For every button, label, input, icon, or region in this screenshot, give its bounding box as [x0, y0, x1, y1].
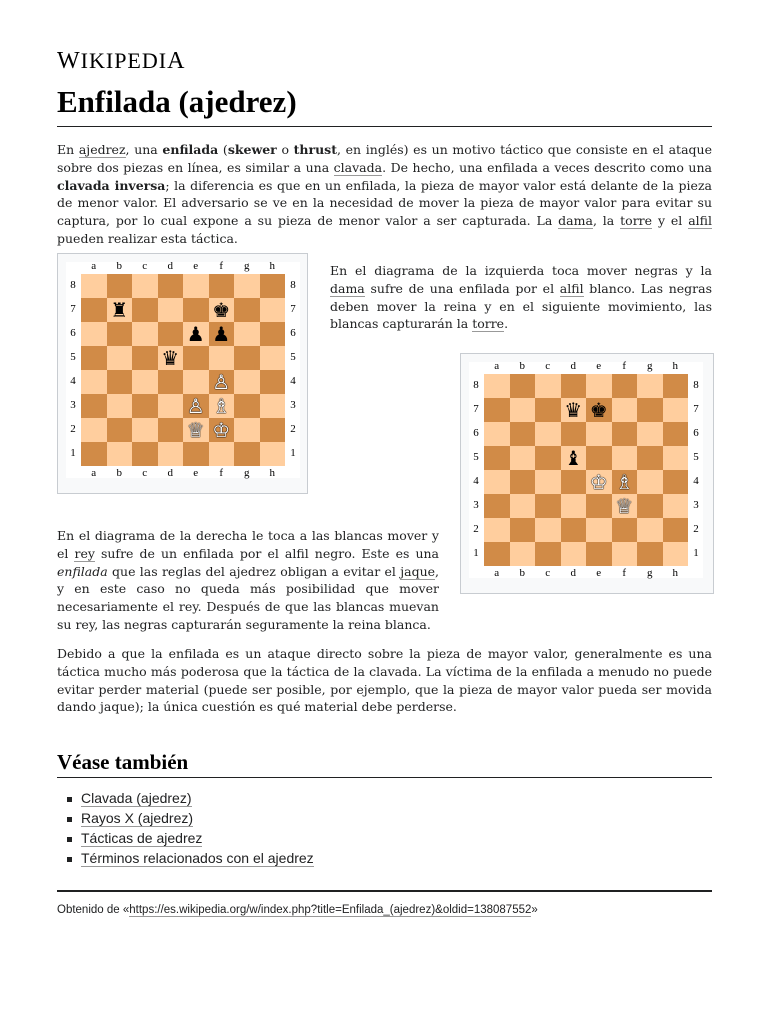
board-square	[183, 346, 209, 370]
black-king-icon: ♚	[589, 398, 608, 422]
board-square	[81, 370, 107, 394]
board-square	[637, 398, 663, 422]
board-square	[158, 442, 184, 466]
file-label: e	[596, 567, 602, 579]
text-run: que las reglas del ajedrez obligan a evitar el	[107, 563, 401, 579]
rank-label: 6	[290, 327, 296, 339]
file-label: d	[570, 567, 576, 579]
source-url-link[interactable]: https://es.wikipedia.org/w/index.php?title=Enfilada_(ajedrez)&oldid=138087552	[129, 904, 532, 916]
rank-label: 2	[693, 523, 699, 535]
board-square	[183, 418, 209, 442]
text-run: .	[504, 316, 509, 332]
white-bishop-icon: ♗	[615, 470, 634, 494]
rank-label: 2	[70, 423, 76, 435]
file-label: g	[647, 567, 653, 579]
file-label: c	[142, 260, 148, 272]
board-square	[183, 394, 209, 418]
board-square	[561, 542, 587, 566]
board-square	[612, 494, 638, 518]
rank-label: 6	[70, 327, 76, 339]
board-square	[663, 446, 689, 470]
board-square	[663, 422, 689, 446]
board-square	[510, 542, 536, 566]
file-label: a	[91, 260, 97, 272]
board-square	[209, 394, 235, 418]
text-run: skewer	[227, 142, 277, 157]
board-square	[561, 398, 587, 422]
board-square	[260, 274, 286, 298]
board-square	[81, 298, 107, 322]
source-footer	[57, 904, 538, 916]
see-also-link[interactable]: Clavada (ajedrez)	[81, 790, 192, 806]
board-square	[209, 298, 235, 322]
board-square	[510, 374, 536, 398]
white-king-icon: ♔	[589, 470, 608, 494]
left-chess-diagram	[57, 253, 308, 494]
board-square	[535, 446, 561, 470]
board-square	[158, 322, 184, 346]
board-square	[132, 394, 158, 418]
logo-last-letter: A	[167, 48, 186, 74]
board-square	[260, 346, 286, 370]
board-square	[586, 542, 612, 566]
board-square	[107, 418, 133, 442]
board-square	[663, 494, 689, 518]
board-square	[81, 346, 107, 370]
board-square	[637, 374, 663, 398]
board-square	[484, 446, 510, 470]
rank-label: 1	[473, 547, 479, 559]
inline-link[interactable]: torre	[620, 213, 653, 229]
board-square	[663, 470, 689, 494]
white-pawn-icon: ♙	[186, 394, 205, 418]
board-square	[209, 322, 235, 346]
board-square	[663, 374, 689, 398]
text-run: , en inglés) es un motivo táctico que consiste en el ataque sobre dos piezas en línea, es similar a una	[57, 142, 712, 175]
board-square	[107, 298, 133, 322]
white-bishop-icon: ♗	[212, 394, 231, 418]
title-divider	[57, 126, 712, 127]
inline-link[interactable]: clavada	[333, 159, 383, 175]
board-square	[234, 370, 260, 394]
rank-label: 6	[693, 427, 699, 439]
board-square	[132, 346, 158, 370]
board-square	[637, 494, 663, 518]
board-square	[132, 298, 158, 322]
board-square	[535, 470, 561, 494]
file-label: c	[142, 467, 148, 479]
list-item[interactable]	[57, 848, 314, 868]
board-square	[107, 394, 133, 418]
board-square	[510, 470, 536, 494]
footer-suffix: »	[531, 904, 538, 916]
rank-label: 3	[290, 399, 296, 411]
black-rook-icon: ♜	[110, 298, 129, 322]
file-label: h	[672, 360, 678, 372]
board-square	[183, 322, 209, 346]
white-queen-icon: ♕	[186, 418, 205, 442]
board-square	[612, 446, 638, 470]
rank-label: 5	[290, 351, 296, 363]
see-also-link[interactable]: Términos relacionados con el ajedrez	[81, 850, 314, 866]
rank-label: 7	[473, 403, 479, 415]
inline-link[interactable]: rey	[74, 545, 95, 561]
file-label: b	[116, 260, 122, 272]
board-square	[132, 322, 158, 346]
board-frame	[66, 262, 300, 478]
footer-prefix: Obtenido de «	[57, 904, 130, 916]
white-king-icon: ♔	[212, 418, 231, 442]
file-label: h	[269, 260, 275, 272]
board-square	[586, 398, 612, 422]
board-square	[637, 470, 663, 494]
board-square	[484, 518, 510, 542]
black-pawn-icon: ♟	[212, 322, 231, 346]
file-label: d	[167, 260, 173, 272]
board-square	[132, 442, 158, 466]
list-item[interactable]	[57, 828, 314, 848]
intro-paragraph	[57, 141, 712, 248]
board-square	[81, 442, 107, 466]
list-item[interactable]	[57, 808, 314, 828]
board-square	[158, 346, 184, 370]
inline-link[interactable]: jaque	[400, 563, 436, 579]
rank-label: 1	[693, 547, 699, 559]
board-square	[107, 442, 133, 466]
text-run: sufre de un enfilada por el alfil negro. Este es una	[94, 545, 439, 561]
rank-label: 8	[290, 279, 296, 291]
board-square	[158, 418, 184, 442]
board-square	[484, 470, 510, 494]
board-square	[183, 274, 209, 298]
board-square	[535, 542, 561, 566]
see-also-divider	[57, 777, 712, 778]
board-square	[209, 370, 235, 394]
see-also-link[interactable]: Tácticas de ajedrez	[81, 830, 203, 846]
file-label: b	[519, 567, 525, 579]
text-run: ; la diferencia es que en un enfilada, la pieza de mayor valor está delante de la pieza de menor valor. El adversario se ve en la necesidad de mover la pieza de mayor valor para evitar su captura, por lo cual expone a su pieza de menor valor a ser capturada. La	[57, 177, 712, 229]
black-pawn-icon: ♟	[186, 322, 205, 346]
file-label: h	[269, 467, 275, 479]
board-square	[234, 394, 260, 418]
board-square	[132, 274, 158, 298]
inline-link[interactable]: alfil	[559, 280, 584, 296]
text-run: , la	[592, 213, 621, 229]
rank-label: 5	[693, 451, 699, 463]
board-square	[535, 494, 561, 518]
board-square	[612, 422, 638, 446]
text-run: pueden realizar esta táctica.	[57, 230, 238, 246]
board-square	[637, 422, 663, 446]
board-square	[612, 470, 638, 494]
board-square	[132, 370, 158, 394]
board-square	[637, 446, 663, 470]
rank-label: 7	[290, 303, 296, 315]
file-label: g	[244, 467, 250, 479]
board-square	[535, 518, 561, 542]
text-run: enfilada	[162, 142, 219, 157]
rank-label: 3	[70, 399, 76, 411]
board-square	[234, 298, 260, 322]
text-run: En el diagrama de la derecha le toca a las blancas mover y el	[57, 528, 439, 561]
text-run: thrust	[293, 142, 337, 157]
board-square	[183, 298, 209, 322]
board-frame	[469, 362, 703, 578]
file-label: b	[116, 467, 122, 479]
black-bishop-icon: ♝	[564, 446, 583, 470]
rank-label: 7	[693, 403, 699, 415]
board-square	[561, 446, 587, 470]
board-square	[663, 518, 689, 542]
board-square	[81, 394, 107, 418]
file-label: a	[494, 360, 500, 372]
board-square	[260, 442, 286, 466]
rank-label: 4	[693, 475, 699, 487]
board-square	[663, 398, 689, 422]
board-square	[612, 398, 638, 422]
board-square	[510, 518, 536, 542]
file-label: d	[570, 360, 576, 372]
left-diagram-paragraph	[330, 262, 712, 333]
board-square	[484, 422, 510, 446]
text-run: . De hecho, una enfilada a veces descrito como una	[382, 159, 712, 175]
board-square	[132, 418, 158, 442]
board-square	[209, 274, 235, 298]
board-square	[158, 394, 184, 418]
file-label: f	[219, 467, 224, 479]
logo-middle: IKIPEDI	[80, 48, 168, 73]
logo-first-letter: W	[57, 48, 81, 74]
board-square	[561, 518, 587, 542]
conclusion-paragraph: Debido a que la enfilada es un ataque directo sobre la pieza de mayor valor, generalmente es una táctica mucho más poderosa que la táctica de la clavada. La víctima de la enfilada a menudo no puede evitar perder material (puede ser posible, por ejemplo, que la pieza de mayor valor pueda ser movida dando jaque); la única cuestión es qué material debe perderse.	[57, 646, 712, 715]
list-item[interactable]	[57, 788, 314, 808]
rank-label: 5	[70, 351, 76, 363]
board-square	[209, 418, 235, 442]
board-square	[637, 542, 663, 566]
file-label: e	[596, 360, 602, 372]
rank-label: 3	[693, 499, 699, 511]
file-label: e	[193, 260, 199, 272]
board-square	[158, 274, 184, 298]
board-square	[209, 346, 235, 370]
right-diagram-paragraph	[57, 527, 439, 634]
text-run: En el diagrama de la izquierda toca mover negras y la	[330, 263, 712, 278]
rank-label: 2	[290, 423, 296, 435]
board-square	[107, 322, 133, 346]
right-chess-diagram	[460, 353, 714, 594]
board-square	[586, 446, 612, 470]
text-run: clavada inversa	[57, 177, 166, 193]
rank-label: 6	[473, 427, 479, 439]
file-label: a	[91, 467, 97, 479]
see-also-list	[57, 788, 314, 868]
board-square	[234, 418, 260, 442]
board-square	[561, 470, 587, 494]
rank-label: 5	[473, 451, 479, 463]
rank-label: 3	[473, 499, 479, 511]
board-square	[586, 374, 612, 398]
rank-label: 1	[290, 447, 296, 459]
board-square	[484, 542, 510, 566]
see-also-heading: Véase también	[57, 750, 189, 774]
board-square	[234, 442, 260, 466]
page-title: Enfilada (ajedrez)	[57, 84, 297, 119]
file-label: f	[622, 567, 627, 579]
file-label: f	[622, 360, 627, 372]
white-pawn-icon: ♙	[212, 370, 231, 394]
text-run: blanco. Las negras deben mover la reina y en el siguiente movimiento, las blancas capturarán la	[330, 280, 712, 332]
rank-label: 8	[693, 379, 699, 391]
board-square	[158, 298, 184, 322]
file-label: g	[244, 260, 250, 272]
board-square	[535, 398, 561, 422]
board-square	[209, 442, 235, 466]
inline-link[interactable]: torre	[472, 316, 505, 332]
inline-link[interactable]: alfil	[688, 213, 712, 229]
rank-label: 1	[70, 447, 76, 459]
rank-label: 4	[473, 475, 479, 487]
rank-label: 8	[70, 279, 76, 291]
file-label: b	[519, 360, 525, 372]
board-square	[510, 494, 536, 518]
rank-label: 4	[290, 375, 296, 387]
board-square	[81, 274, 107, 298]
board-square	[510, 422, 536, 446]
board-square	[484, 374, 510, 398]
board-square	[535, 422, 561, 446]
board-square	[637, 518, 663, 542]
board-square	[561, 494, 587, 518]
board-square	[107, 274, 133, 298]
see-also-link[interactable]: Rayos X (ajedrez)	[81, 810, 194, 826]
black-queen-icon: ♛	[564, 398, 583, 422]
board-square	[234, 274, 260, 298]
text-run: enfilada	[57, 563, 108, 579]
board-square	[612, 542, 638, 566]
board-square	[183, 442, 209, 466]
white-queen-icon: ♕	[615, 494, 634, 518]
board-square	[484, 494, 510, 518]
board-square	[663, 542, 689, 566]
board-square	[107, 346, 133, 370]
text-run: En	[57, 142, 79, 157]
board-square	[260, 298, 286, 322]
board-square	[510, 398, 536, 422]
file-label: h	[672, 567, 678, 579]
footer-divider	[57, 890, 712, 892]
board-square	[535, 374, 561, 398]
inline-link[interactable]: dama	[558, 213, 593, 229]
board-square	[561, 422, 587, 446]
file-label: c	[545, 567, 551, 579]
wikipedia-logo[interactable]	[57, 48, 185, 75]
file-label: a	[494, 567, 500, 579]
text-run: sufre de una enfilada por el	[364, 280, 560, 296]
board-square	[81, 418, 107, 442]
board-square	[260, 418, 286, 442]
file-label: c	[545, 360, 551, 372]
board-square	[260, 322, 286, 346]
file-label: e	[193, 467, 199, 479]
board-square	[586, 518, 612, 542]
text-run: , una	[125, 142, 163, 157]
rank-label: 4	[70, 375, 76, 387]
board-square	[107, 370, 133, 394]
rank-label: 2	[473, 523, 479, 535]
inline-link[interactable]: ajedrez	[78, 142, 126, 157]
rank-label: 7	[70, 303, 76, 315]
board-square	[561, 374, 587, 398]
file-label: f	[219, 260, 224, 272]
board-square	[612, 518, 638, 542]
text-run: , y en este caso no queda más posibilidad que mover necesariamente el rey. Después de que las blancas muevan su rey, las negras capturarán seguramente la reina blanca.	[57, 563, 439, 632]
board-square	[158, 370, 184, 394]
text-run: y el	[652, 213, 689, 229]
board-square	[484, 398, 510, 422]
board-square	[260, 394, 286, 418]
board-square	[234, 322, 260, 346]
black-king-icon: ♚	[212, 298, 231, 322]
board-square	[612, 374, 638, 398]
board-square	[586, 422, 612, 446]
board-square	[183, 370, 209, 394]
board-square	[510, 446, 536, 470]
board-square	[234, 346, 260, 370]
inline-link[interactable]: dama	[330, 280, 365, 296]
board-square	[586, 494, 612, 518]
file-label: d	[167, 467, 173, 479]
board-square	[586, 470, 612, 494]
text-run: (	[218, 142, 228, 157]
black-queen-icon: ♛	[161, 346, 180, 370]
text-run: o	[276, 142, 294, 157]
board-square	[260, 370, 286, 394]
file-label: g	[647, 360, 653, 372]
board-square	[81, 322, 107, 346]
rank-label: 8	[473, 379, 479, 391]
